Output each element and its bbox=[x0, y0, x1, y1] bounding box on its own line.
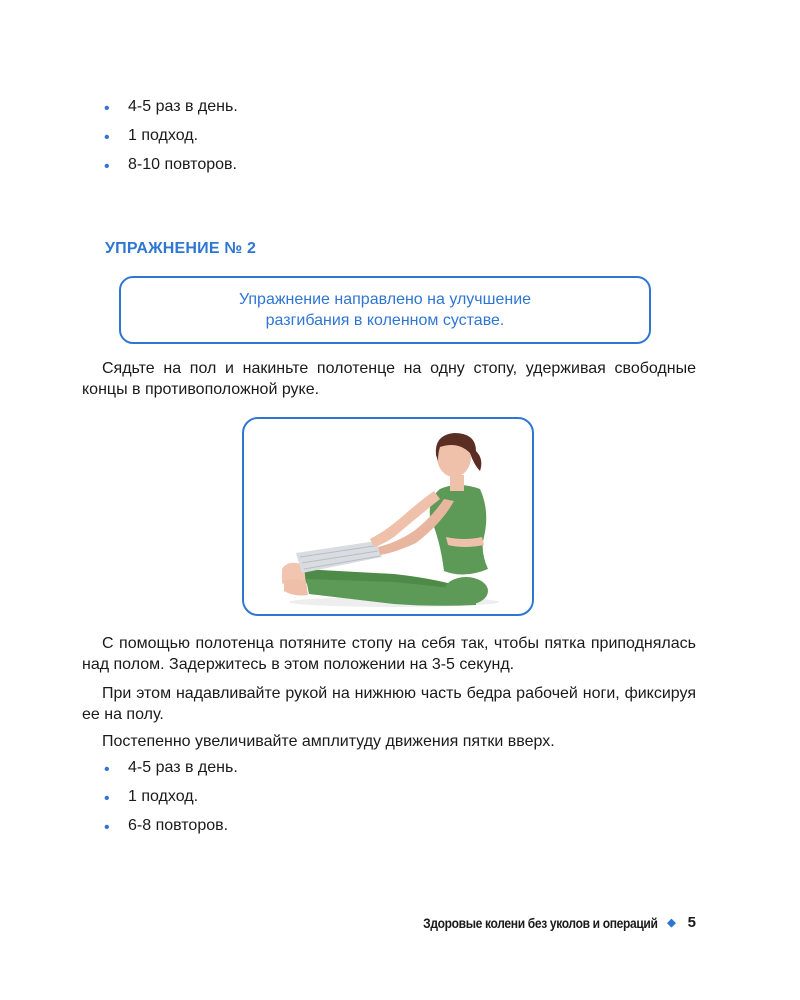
instruction-paragraph: Сядьте на пол и накиньте полотенце на одну стопу, удерживая свободные концы в противоположной руке. bbox=[82, 360, 696, 398]
diamond-icon: ◆ bbox=[667, 917, 676, 929]
page-footer bbox=[385, 914, 696, 931]
bottom-list bbox=[104, 758, 238, 845]
note-box bbox=[119, 276, 651, 344]
bullet-icon: • bbox=[104, 819, 110, 836]
bullet-icon: • bbox=[104, 158, 110, 175]
top-list bbox=[104, 97, 238, 184]
list-item: • 1 подход. bbox=[104, 788, 199, 807]
instruction-paragraph: С помощью полотенца потяните стопу на себя так, чтобы пятка приподнялась над полом. Задержитесь в этом положении на 3-5 секунд. bbox=[82, 635, 696, 673]
foot-shape bbox=[284, 579, 308, 596]
page-number: 5 bbox=[687, 914, 696, 931]
neck-shape bbox=[450, 475, 464, 491]
list-item: • 6-8 повторов. bbox=[104, 817, 229, 836]
instruction-paragraph: Постепенно увеличивайте амплитуду движения пятки вверх. bbox=[102, 733, 555, 750]
bullet-icon: • bbox=[104, 129, 110, 146]
exercise-photo bbox=[242, 417, 534, 616]
bullet-icon: • bbox=[104, 761, 110, 778]
list-item: • 4-5 раз в день. bbox=[104, 759, 238, 778]
book-title: Здоровые колени без уколов и операций bbox=[422, 914, 658, 931]
seated-towel-stretch-illustration bbox=[244, 419, 532, 614]
instruction-paragraph: При этом надавливайте рукой на нижнюю часть бедра рабочей ноги, фиксируя ее на полу. bbox=[82, 685, 696, 723]
note-text: Упражнение направлено на улучшение разгибания в коленном суставе. bbox=[238, 291, 532, 329]
list-item: • 4-5 раз в день. bbox=[104, 98, 238, 117]
list-item: • 8-10 повторов. bbox=[104, 156, 237, 175]
bullet-icon: • bbox=[104, 100, 110, 117]
list-item: • 1 подход. bbox=[104, 127, 199, 146]
hips-shape bbox=[444, 577, 488, 605]
exercise-heading: УПРАЖНЕНИЕ № 2 bbox=[105, 240, 257, 257]
bullet-icon: • bbox=[104, 790, 110, 807]
